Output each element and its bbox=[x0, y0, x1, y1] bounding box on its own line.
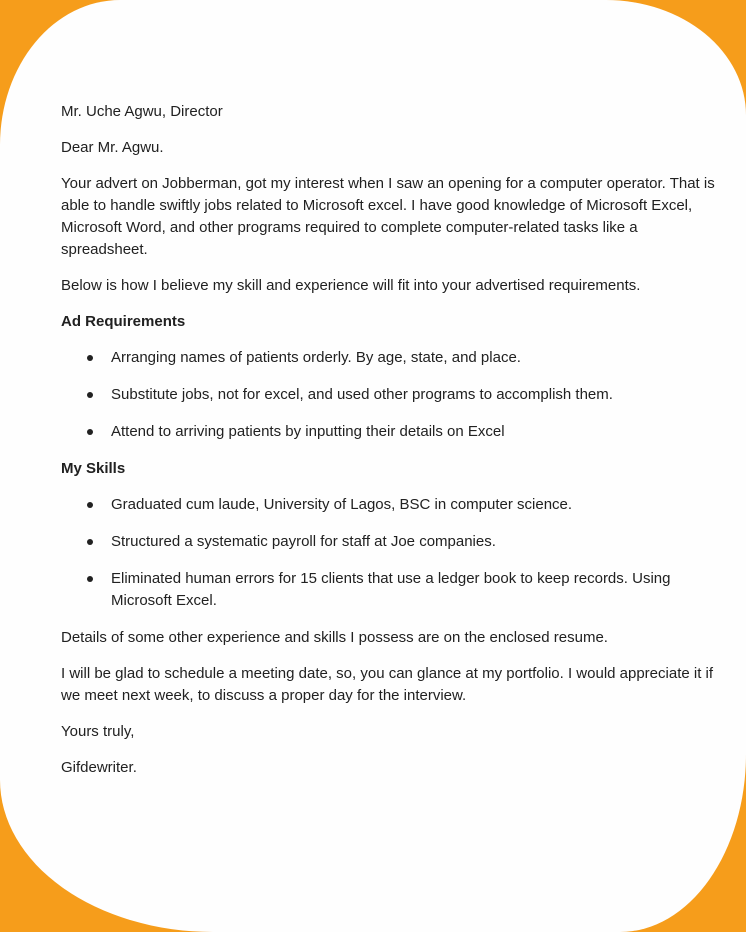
my-skills-heading: My Skills bbox=[61, 460, 126, 477]
signature-line: Gifdewriter. bbox=[61, 759, 137, 776]
ad-requirements-heading: Ad Requirements bbox=[61, 313, 186, 330]
ad-requirements-list bbox=[61, 347, 723, 443]
enclosure-paragraph: Details of some other experience and skills I possess are on the enclosed resume. bbox=[61, 629, 608, 646]
list-item: Substitute jobs, not for excel, and used other programs to accomplish them. bbox=[61, 384, 723, 406]
list-item: Arranging names of patients orderly. By age, state, and place. bbox=[61, 347, 723, 369]
recipient-line: Mr. Uche Agwu, Director bbox=[61, 103, 223, 120]
lead-in-paragraph: Below is how I believe my skill and experience will fit into your advertised requirements. bbox=[61, 277, 641, 294]
list-item: Graduated cum laude, University of Lagos, BSC in computer science. bbox=[61, 494, 723, 516]
salutation-line: Dear Mr. Agwu. bbox=[61, 139, 164, 156]
list-item: Attend to arriving patients by inputting their details on Excel bbox=[61, 421, 723, 443]
meeting-request-paragraph: I will be glad to schedule a meeting date, so, you can glance at my portfolio. I would appreciate it if we meet next week, to discuss a proper day for the interview. bbox=[61, 665, 714, 704]
list-item: Structured a systematic payroll for staff at Joe companies. bbox=[61, 531, 723, 553]
list-item: Eliminated human errors for 15 clients that use a ledger book to keep records. Using Microsoft Excel. bbox=[61, 568, 723, 612]
intro-paragraph: Your advert on Jobberman, got my interest when I saw an opening for a computer operator. That is able to handle swiftly jobs related to Microsoft excel. I have good knowledge of Microsoft Excel, Microsoft Word, and other programs required to complete computer-related tasks like a spreadsheet. bbox=[61, 175, 715, 258]
my-skills-list bbox=[61, 494, 723, 612]
closing-line: Yours truly, bbox=[61, 723, 135, 740]
